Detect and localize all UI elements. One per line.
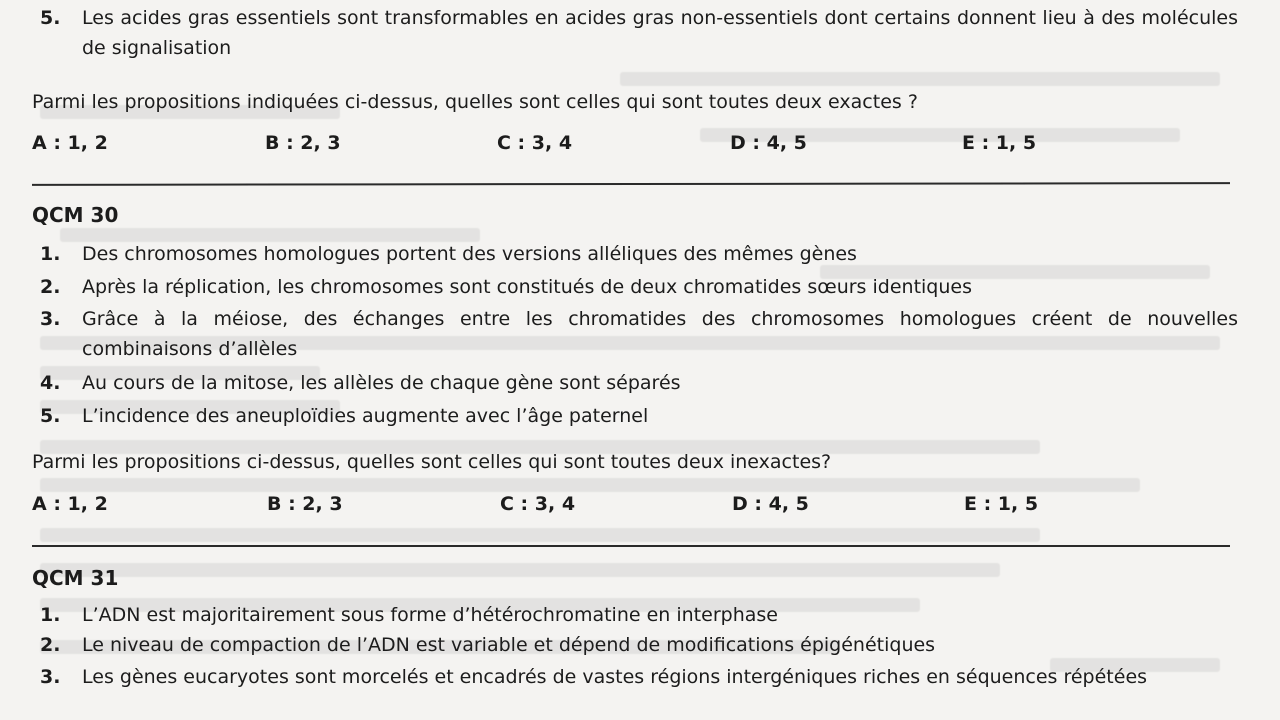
- question-text: Parmi les propositions ci-dessus, quelles sont celles qui sont toutes deux inexactes?: [32, 451, 832, 473]
- answer-choices: [32, 493, 1240, 523]
- answer-b: B : 2, 3: [267, 493, 343, 515]
- item-text: L’ADN est majoritairement sous forme d’hétérochromatine en interphase: [82, 604, 778, 626]
- item-number: 3.: [40, 308, 61, 330]
- item-number: 3.: [40, 666, 61, 688]
- answer-d: D : 4, 5: [730, 132, 807, 154]
- list-item: [40, 239, 1238, 269]
- item-number: 5.: [40, 405, 61, 427]
- item-number: 5.: [40, 7, 61, 29]
- divider: [32, 545, 1230, 547]
- list-item: [40, 401, 1238, 431]
- answer-c: C : 3, 4: [500, 493, 576, 515]
- item-text: L’incidence des aneuploïdies augmente avec l’âge paternel: [82, 405, 649, 427]
- item-number: 2.: [40, 634, 61, 656]
- item-text: Au cours de la mitose, les allèles de chaque gène sont séparés: [82, 372, 681, 394]
- answer-a: A : 1, 2: [32, 132, 108, 154]
- divider: [32, 182, 1230, 186]
- item-text: Grâce à la méiose, des échanges entre les chromatides des chromosomes homologues créent de nouvelles combinaisons d’allèles: [82, 308, 1238, 360]
- question-text: Parmi les propositions indiquées ci-dessus, quelles sont celles qui sont toutes deux exactes ?: [32, 91, 918, 113]
- list-item: [40, 600, 1238, 630]
- answer-b: B : 2, 3: [265, 132, 341, 154]
- list-item: [40, 662, 1238, 692]
- item-number: 4.: [40, 372, 61, 394]
- list-item: [40, 3, 1238, 63]
- item-text: Après la réplication, les chromosomes sont constitués de deux chromatides sœurs identiques: [82, 276, 972, 298]
- item-text: Le niveau de compaction de l’ADN est variable et dépend de modifications épigénétiques: [82, 634, 936, 656]
- list-item: [40, 630, 1238, 660]
- item-text: Des chromosomes homologues portent des versions alléliques des mêmes gènes: [82, 243, 857, 265]
- answer-a: A : 1, 2: [32, 493, 108, 515]
- qcm30-title: QCM 30: [32, 203, 119, 227]
- item-number: 1.: [40, 243, 61, 265]
- answer-c: C : 3, 4: [497, 132, 573, 154]
- list-item: [40, 368, 1238, 398]
- list-item: [40, 304, 1238, 364]
- item-text: Les gènes eucaryotes sont morcelés et encadrés de vastes régions intergéniques riches en séquences répétées: [82, 666, 1148, 688]
- qcm31-title: QCM 31: [32, 566, 119, 590]
- answer-choices: [32, 132, 1240, 162]
- answer-e: E : 1, 5: [962, 132, 1037, 154]
- list-item: [40, 272, 1238, 302]
- item-number: 1.: [40, 604, 61, 626]
- item-text: Les acides gras essentiels sont transformables en acides gras non-essentiels dont certains donnent lieu à des molécules de signalisation: [82, 7, 1238, 59]
- item-number: 2.: [40, 276, 61, 298]
- answer-e: E : 1, 5: [964, 493, 1039, 515]
- answer-d: D : 4, 5: [732, 493, 809, 515]
